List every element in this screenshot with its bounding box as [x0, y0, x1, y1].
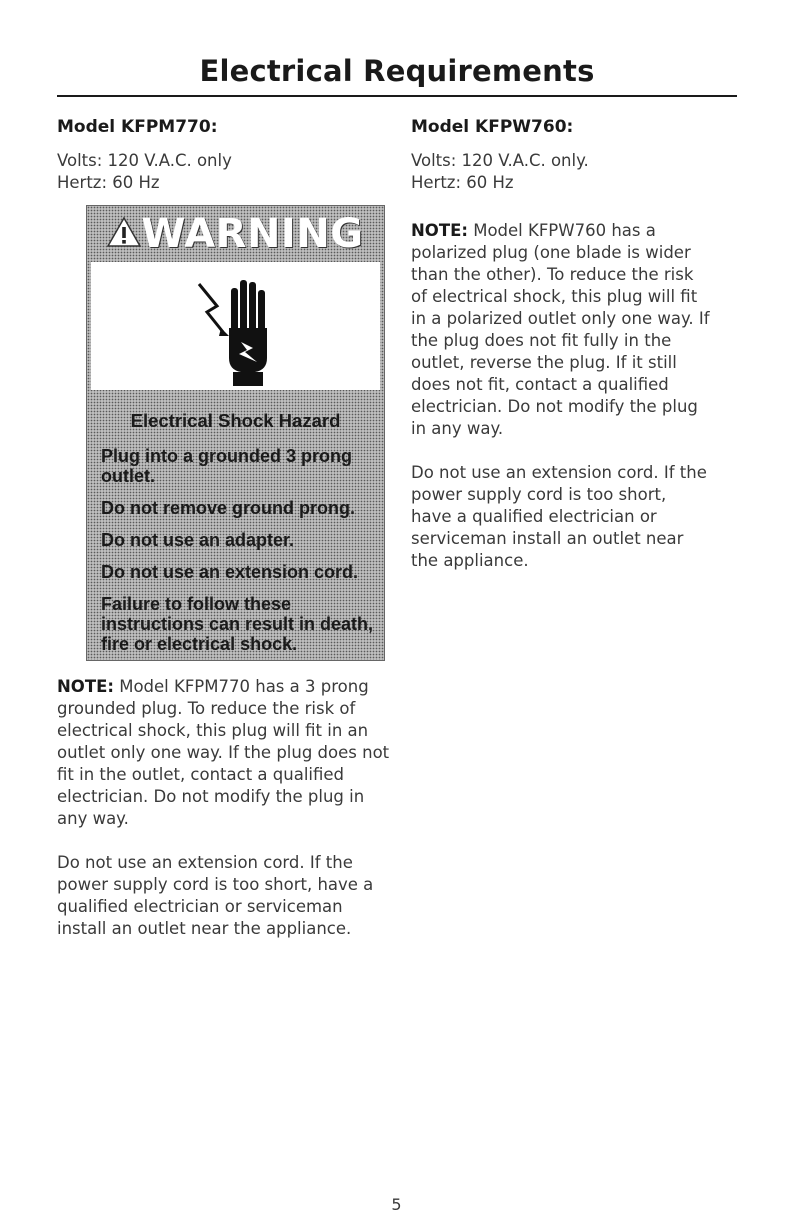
- warning-heading: WARNING: [141, 211, 364, 257]
- warning-line: Do not use an extension cord.: [101, 562, 359, 582]
- grounded-plug-note: [57, 676, 397, 830]
- hazard-title: Electrical Shock Hazard: [130, 410, 341, 431]
- note-label: NOTE:: [57, 677, 114, 696]
- extension-cord-paragraph: Do not use an extension cord. If the power supply cord is too short, have a qualified electrician or serviceman install an outlet near the appliance.: [411, 463, 707, 570]
- page-title: Electrical Requirements: [199, 54, 595, 88]
- bottom-notes: [57, 676, 397, 940]
- warning-body: [91, 400, 380, 656]
- model-kfpm770-heading: Model KFPM770:: [57, 117, 218, 137]
- volts-spec: Volts: 120 V.A.C. only: [57, 151, 232, 170]
- polarized-plug-note: [411, 220, 711, 440]
- note-label: NOTE:: [411, 221, 468, 240]
- extension-cord-paragraph: Do not use an extension cord. If the power supply cord is too short, have a qualified electrician or serviceman install an outlet near the appliance.: [57, 853, 374, 938]
- warning-box: [86, 205, 385, 661]
- warning-line: Do not remove ground prong.: [101, 498, 355, 518]
- hertz-spec: Hertz: 60 Hz: [57, 173, 160, 192]
- left-column: [57, 116, 387, 194]
- title-divider: [57, 95, 737, 97]
- note-text: Model KFPW760 has a polarized plug (one blade is wider than the other). To reduce the risk of electrical shock, this plug will fit in a polarized outlet only one way. If the plug does not fit fully in the outlet, reverse the plug. If it still does not fit, contact a qualified electrician. Do not modify the plug in any way.: [411, 221, 710, 438]
- warning-line: Plug into a grounded 3 prong outlet.: [101, 446, 352, 486]
- warning-line: Failure to follow these instructions can result in death, fire or electrical shock.: [101, 594, 374, 654]
- warning-pictogram: [91, 262, 380, 390]
- warning-line: Do not use an adapter.: [101, 530, 295, 550]
- volts-spec: Volts: 120 V.A.C. only.: [411, 151, 589, 170]
- warning-triangle-icon: [107, 217, 141, 251]
- right-column: [411, 116, 711, 572]
- page-number: 5: [391, 1195, 402, 1214]
- note-text: Model KFPM770 has a 3 prong grounded plug. To reduce the risk of electrical shock, this plug will fit in an outlet only one way. If the plug does not fit in the outlet, contact a qualified electrician. Do not modify the plug in any way.: [57, 677, 390, 828]
- warning-header: [87, 206, 384, 262]
- hertz-spec: Hertz: 60 Hz: [411, 173, 514, 192]
- electrical-shock-hand-icon: [91, 262, 380, 390]
- model-kfpw760-heading: Model KFPW760:: [411, 117, 574, 137]
